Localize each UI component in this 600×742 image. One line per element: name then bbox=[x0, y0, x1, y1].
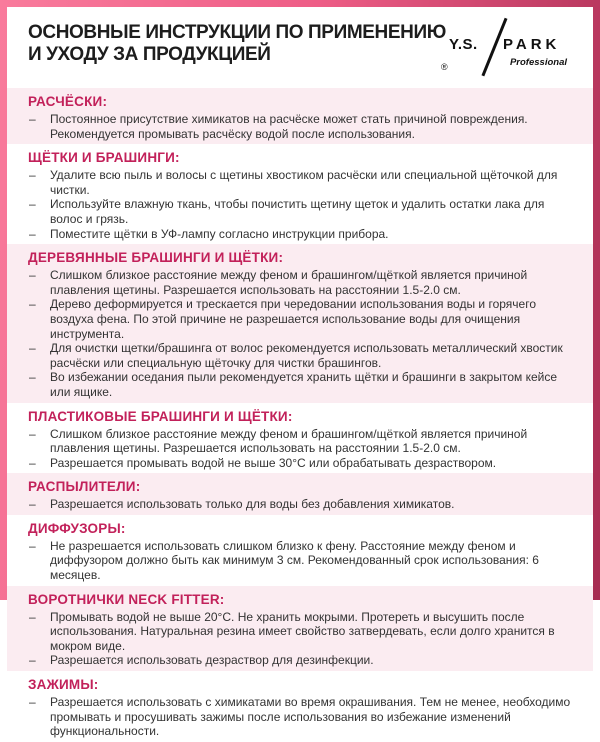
dash-bullet: – bbox=[29, 455, 36, 470]
section-list bbox=[28, 539, 579, 583]
instruction-item bbox=[28, 112, 579, 141]
section-heading: ЩЁТКИ И БРАШИНГИ: bbox=[28, 150, 180, 166]
dash-bullet: – bbox=[29, 226, 36, 241]
dash-bullet: – bbox=[29, 168, 36, 183]
instruction-section bbox=[7, 144, 593, 244]
dash-bullet: – bbox=[29, 426, 36, 441]
dash-bullet: – bbox=[29, 268, 36, 283]
instruction-text: Разрешается использовать с химикатами во время окрашивания. Тем не менее, необходимо промывать и просушивать зажимы после использования во избежание изменений функциональности. bbox=[50, 695, 571, 739]
section-heading: ДЕРЕВЯННЫЕ БРАШИНГИ И ЩЁТКИ: bbox=[28, 250, 284, 266]
dash-bullet: – bbox=[29, 538, 36, 553]
logo-professional-text: Professional bbox=[509, 57, 567, 68]
instruction-card bbox=[7, 7, 593, 739]
instruction-item bbox=[28, 695, 579, 739]
dash-bullet: – bbox=[29, 497, 36, 512]
header bbox=[7, 7, 593, 88]
instruction-section bbox=[7, 403, 593, 474]
dash-bullet: – bbox=[29, 297, 36, 312]
dash-bullet: – bbox=[29, 695, 36, 710]
sections bbox=[7, 88, 593, 742]
instruction-item bbox=[28, 610, 579, 654]
instruction-text: Поместите щётки в УФ-лампу согласно инструкции прибора. bbox=[50, 226, 389, 241]
instruction-item bbox=[28, 227, 579, 242]
section-heading: РАСПЫЛИТЕЛИ: bbox=[28, 479, 141, 495]
instruction-text: Слишком близкое расстояние между феном и брашингом/щёткой является причиной плавления щетины. Разрешается использовать на расстоянии 1.5-2.0 см. bbox=[50, 426, 528, 456]
instruction-item bbox=[28, 168, 579, 197]
section-heading: ЗАЖИМЫ: bbox=[28, 677, 99, 693]
instruction-section bbox=[7, 671, 593, 742]
dash-bullet: – bbox=[29, 653, 36, 668]
section-heading: ДИФФУЗОРЫ: bbox=[28, 520, 126, 536]
instruction-item bbox=[28, 197, 579, 226]
instruction-item bbox=[28, 341, 579, 370]
dash-bullet: – bbox=[29, 370, 36, 385]
section-list bbox=[28, 610, 579, 668]
logo-park-text: PARK bbox=[503, 36, 561, 53]
instruction-item bbox=[28, 497, 579, 512]
instruction-text: Промывать водой не выше 20°C. Не хранить мокрыми. Протереть и высушить после использования. Натуральная резина имеет свойство затвердевать, если долго хранится в мокром виде. bbox=[50, 609, 555, 653]
instruction-item bbox=[28, 370, 579, 399]
instruction-item bbox=[28, 653, 579, 668]
section-list bbox=[28, 497, 579, 512]
section-heading: ПЛАСТИКОВЫЕ БРАШИНГИ И ЩЁТКИ: bbox=[28, 408, 293, 424]
section-list bbox=[28, 695, 579, 739]
page-title bbox=[28, 22, 446, 66]
dash-bullet: – bbox=[29, 609, 36, 624]
page-title-line1: ОСНОВНЫЕ ИНСТРУКЦИИ ПО ПРИМЕНЕНИЮ bbox=[28, 22, 446, 43]
instruction-text: Разрешается использовать только для воды без добавления химикатов. bbox=[50, 497, 455, 512]
instruction-text: Дерево деформируется и трескается при чередовании использования воды и горячего воздуха фена. По этой причине не разрешается использование воды для очищения инструмента. bbox=[50, 297, 536, 341]
instruction-item bbox=[28, 427, 579, 456]
instruction-section bbox=[7, 586, 593, 671]
instruction-section bbox=[7, 88, 593, 144]
page-title-line2: И УХОДУ ЗА ПРОДУКЦИЕЙ bbox=[28, 44, 271, 65]
section-list bbox=[28, 168, 579, 241]
section-list bbox=[28, 112, 579, 141]
instruction-text: Используйте влажную ткань, чтобы почистить щетину щеток и удалить остатки лака для волос и грязь. bbox=[50, 197, 545, 226]
section-heading: РАСЧЁСКИ: bbox=[28, 94, 108, 109]
instruction-text: Удалите всю пыль и волосы с щетины хвостиком расчёски или специальной щёточкой для чистки. bbox=[50, 168, 558, 197]
logo-ys-text: Y.S. bbox=[449, 36, 478, 53]
dash-bullet: – bbox=[29, 341, 36, 356]
instruction-text: Слишком близкое расстояние между феном и брашингом/щёткой является причиной плавления щетины. Разрешается использовать на расстоянии 1.5-2.0 см. bbox=[50, 268, 528, 297]
dash-bullet: – bbox=[29, 112, 36, 126]
instruction-item bbox=[28, 268, 579, 297]
instruction-text: Постоянное присутствие химикатов на расчёске может стать причиной повреждения. Рекомендуется промывать расчёску водой после использования. bbox=[50, 112, 528, 141]
instruction-section bbox=[7, 515, 593, 586]
instruction-section bbox=[7, 244, 593, 402]
section-list bbox=[28, 427, 579, 471]
instruction-section bbox=[7, 473, 593, 515]
instruction-item bbox=[28, 539, 579, 583]
dash-bullet: – bbox=[29, 197, 36, 212]
registered-trademark-icon: ® bbox=[441, 62, 448, 72]
section-list bbox=[28, 268, 579, 399]
instruction-text: Разрешается промывать водой не выше 30°C или обрабатывать дезраствором. bbox=[50, 455, 497, 470]
instruction-text: Во избежании оседания пыли рекомендуется хранить щётки и брашинги в закрытом кейсе или ящике. bbox=[50, 370, 558, 399]
instruction-text: Для очистки щетки/брашинга от волос рекомендуется использовать металлический хвостик расчёски или специальную щёточку для чистки брашингов. bbox=[50, 341, 563, 370]
instruction-item bbox=[28, 297, 579, 341]
instruction-item bbox=[28, 456, 579, 471]
ys-park-logo bbox=[441, 24, 567, 76]
instruction-text: Не разрешается использовать слишком близко к фену. Расстояние между феном и диффузором должно быть как минимум 3 см. Рекомендованный срок использования: 6 месяцев. bbox=[50, 538, 539, 583]
section-heading: ВОРОТНИЧКИ NECK FITTER: bbox=[28, 591, 225, 607]
instruction-text: Разрешается использовать дезраствор для дезинфекции. bbox=[50, 653, 374, 668]
